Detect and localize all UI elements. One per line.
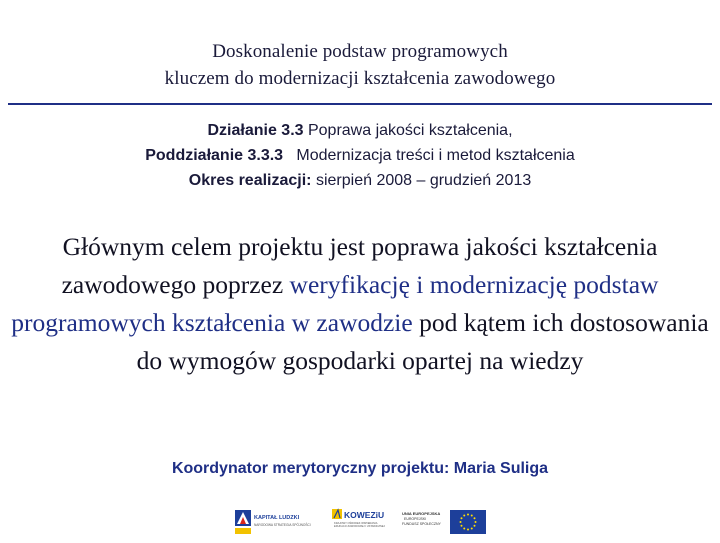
coordinator-line: Koordynator merytoryczny projektu: Maria Suliga (171, 460, 549, 477)
dzialanie-label: Działanie 3.3 (207, 122, 304, 139)
kowez-name: KOWEZiU (344, 510, 385, 520)
title-line-1: Doskonalenie podstaw programowych (212, 41, 508, 62)
poddzialanie-text: Modernizacja treści i metod kształcenia (296, 147, 575, 164)
okres-line (0, 168, 720, 193)
title-line-2: kluczem do modernizacji kształcenia zawodowego (164, 68, 556, 89)
kapital-name: KAPITAŁ LUDZKI (254, 515, 300, 521)
kapital-sub: NARODOWA STRATEGIA SPÓJNOŚCI (254, 523, 311, 527)
statement-part-3: pod kątem ich dostosowania do wymogów gospodarki opartej na wiedzy (136, 308, 709, 375)
header-divider (8, 103, 712, 105)
eu-name: UNIA EUROPEJSKA (402, 511, 441, 516)
poddzialanie-line (0, 143, 720, 168)
page-title (0, 38, 720, 92)
eu-logo (398, 506, 488, 538)
statement-highlight: weryfikację i modernizację podstaw programowych kształcenia w zawodzie (11, 270, 659, 337)
eu-sub1: EUROPEJSKI (404, 517, 427, 521)
kowez-logo (330, 506, 392, 538)
poddzialanie-label: Poddziałanie 3.3.3 (145, 147, 284, 164)
kapital-ludzki-icon (233, 506, 323, 538)
okres-label: Okres realizacji: (188, 172, 312, 189)
kowez-sub: KRAJOWY OŚRODEK WSPIERANIA EDUKACJI ZAWODOWEJ I USTAWICZNEJ (334, 522, 385, 528)
okres-text: sierpień 2008 – grudzień 2013 (311, 172, 532, 189)
dzialanie-line (0, 118, 720, 143)
statement-part-1: Głównym celem projektu jest poprawa jakości kształcenia zawodowego poprzez (61, 232, 658, 299)
dzialanie-text: Poprawa jakości kształcenia, (303, 122, 513, 139)
eu-sub2: FUNDUSZ SPOŁECZNY (402, 522, 441, 526)
eu-flag-icon (450, 510, 486, 534)
project-goal-statement (0, 228, 720, 380)
kapital-ludzki-logo (233, 506, 323, 538)
action-info (0, 118, 720, 193)
